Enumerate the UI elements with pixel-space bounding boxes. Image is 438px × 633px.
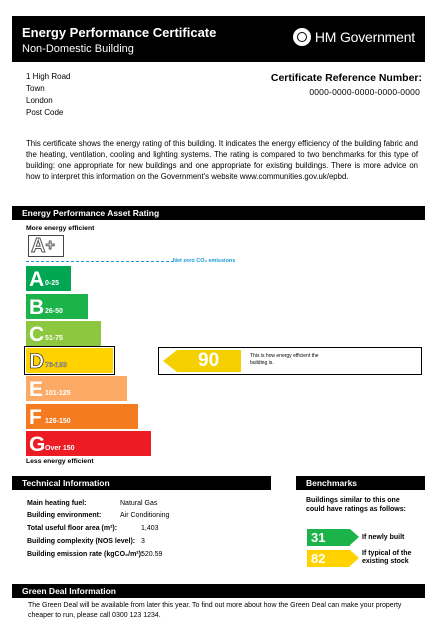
band-range: 76-100 [45,362,67,369]
floor-area-value: 1,403 [141,525,159,532]
a-plus-plus: + [45,237,55,254]
benchmark-arrow [350,550,359,566]
benchmarks-section-header: Benchmarks [296,476,425,490]
band-range: 126-150 [45,418,71,425]
net-zero-line [26,261,174,262]
emission-rate-value: 520.59 [141,551,163,558]
building-environment-label: Building environment: [27,512,102,519]
benchmark-existing-stock-label: If typical of the existing stock [362,550,412,565]
benchmarks-intro: Buildings similar to this one could have ratings as follows: [306,497,406,513]
page-title: Energy Performance Certificate [22,25,217,40]
crest-icon [293,28,311,46]
green-deal-section-header: Green Deal Information [12,584,425,598]
hm-government-logo [293,27,415,47]
address-line-2: Town [26,84,45,93]
a-plus-letter: A [31,235,46,257]
benchmark-value: 31 [311,530,326,545]
technical-info-section-header: Technical Information [12,476,271,490]
asset-rating-section-header: Energy Performance Asset Rating [12,206,425,220]
certificate-reference-label: Certificate Reference Number: [270,72,422,84]
address-line-1: 1 High Road [26,72,71,81]
rating-band-c [26,321,101,346]
rating-band-a [26,266,71,291]
address-line-4: Post Code [26,108,64,117]
band-letter: G [29,433,46,456]
benchmark-value: 82 [311,551,326,566]
band-range: 101-125 [45,390,71,397]
less-efficient-label: Less energy efficient [26,458,94,465]
current-rating-value: 90 [198,350,220,371]
certificate-reference-value: 0000-0000-0000-0000-0000 [309,87,420,97]
building-complexity-label: Building complexity (NOS level): [27,538,136,545]
band-range: 26-50 [45,308,63,315]
hm-government-text: HM Government [314,29,415,45]
rating-band-f [26,404,138,429]
current-rating-arrow [163,350,177,372]
band-letter: C [29,323,45,346]
rating-band-g [26,431,151,456]
benchmark-new-build-badge [307,529,350,546]
a-plus-band [28,235,64,257]
benchmark-arrow [350,529,359,545]
band-letter: A [29,268,45,291]
building-environment-value: Air Conditioning [120,512,170,519]
building-complexity-value: 3 [141,538,145,545]
band-range: 51-75 [45,335,63,342]
certificate-header [12,16,425,62]
page-subtitle: Non-Domestic Building [22,43,134,55]
benchmark-existing-stock-badge [307,550,350,567]
band-letter: E [29,378,44,401]
green-deal-text: The Green Deal will be available from later this year. To find out more about how the Green Deal can make your property cheaper to run, please call 0300 123 1234. [28,602,402,619]
rating-band-d [26,348,113,373]
main-heating-fuel-value: Natural Gas [120,500,158,507]
more-efficient-label: More energy efficient [26,225,95,232]
rating-band-b [26,294,88,319]
main-heating-fuel-label: Main heating fuel: [27,500,87,507]
floor-area-label: Total useful floor area (m²): [27,525,118,532]
band-letter: D [29,350,45,373]
benchmark-new-build-label: If newly built [362,534,405,541]
band-letter: F [29,406,42,429]
band-letter: B [29,296,45,319]
current-rating-note: This is how energy efficient the building is. [250,353,319,366]
band-range: 0-25 [45,280,60,287]
emission-rate-label: Building emission rate (kgCO₂/m²): [27,551,144,558]
band-range: Over 150 [45,445,75,452]
rating-band-e [26,376,127,401]
address-line-3: London [26,96,53,105]
intro-paragraph: This certificate shows the energy rating of this building. It indicates the energy efficiency of the building fabric and the heating, ventilation, cooling and lighting systems. The rating is compared to two benchmarks for this type of building: one appropriate for new buildings and one appropriate for existing buildings. There is more advice on how to interpret this information on the Government's website www.communities.gov.uk/epbd. [26,139,418,181]
net-zero-label: Net zero CO₂ emissions [173,258,236,264]
